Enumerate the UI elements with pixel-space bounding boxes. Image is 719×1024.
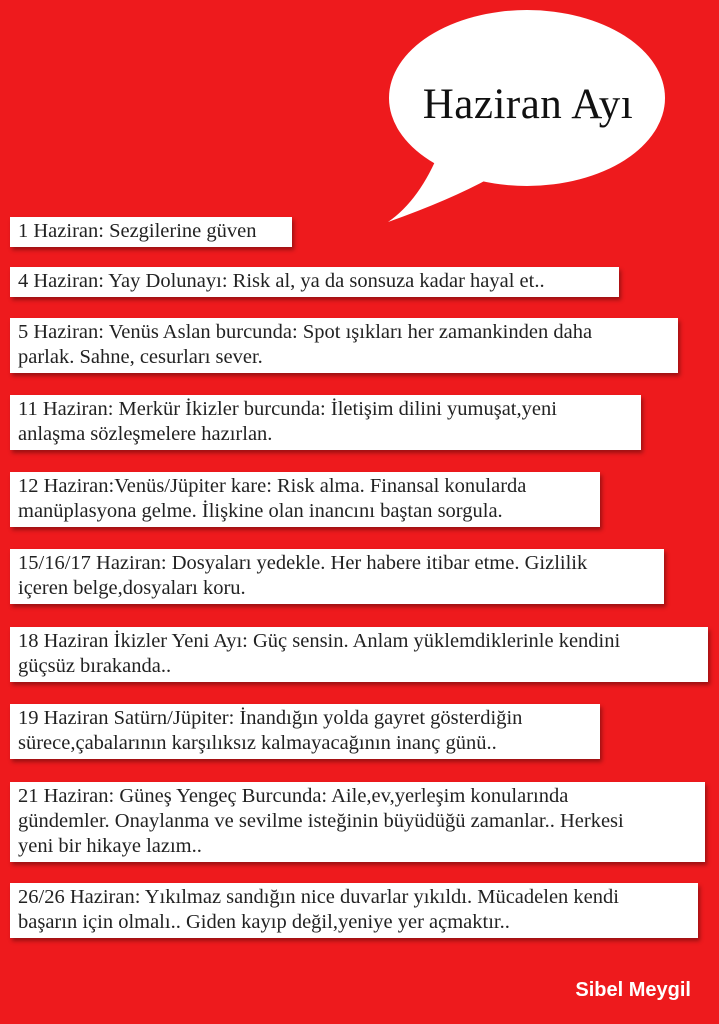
- entry-text: güçsüz bırakanda..: [18, 655, 172, 677]
- entry-text: 12 Haziran:Venüs/Jüpiter kare: Risk alma. Finansal konularda: [18, 475, 527, 497]
- entry-text: yeni bir hikaye lazım..: [18, 835, 202, 857]
- entry-text: parlak. Sahne, cesurları sever.: [18, 346, 263, 368]
- entry-text: 19 Haziran Satürn/Jüpiter: İnandığın yolda gayret gösterdiğin: [18, 707, 523, 729]
- signature: Sibel Meygil: [575, 979, 691, 1001]
- entry-text: 15/16/17 Haziran: Dosyaları yedekle. Her habere itibar etme. Gizlilik: [18, 552, 588, 574]
- entry-text: 26/26 Haziran: Yıkılmaz sandığın nice duvarlar yıkıldı. Mücadelen kendi: [18, 886, 619, 908]
- entry-text: başarın için olmalı.. Giden kayıp değil,yeniye yer açmaktır..: [18, 911, 510, 933]
- list-item: [10, 704, 600, 759]
- entry-text: sürece,çabalarının karşılıksız kalmayacağının inanç günü..: [18, 732, 497, 754]
- list-item: [10, 217, 292, 247]
- list-item: [10, 395, 641, 450]
- page-title: Haziran Ayı: [422, 81, 634, 128]
- entry-text: 5 Haziran: Venüs Aslan burcunda: Spot ışıkları her zamankinden daha: [18, 321, 593, 343]
- entry-text: 18 Haziran İkizler Yeni Ayı: Güç sensin. Anlam yüklemdiklerinle kendini: [18, 630, 621, 652]
- list-item: [10, 627, 708, 682]
- list-item: [10, 267, 619, 297]
- list-item: [10, 782, 705, 862]
- list-item: [10, 883, 698, 938]
- list-item: [10, 472, 600, 527]
- entry-text: 1 Haziran: Sezgilerine güven: [18, 220, 257, 242]
- entry-text: manüplasyona gelme. İlişkine olan inancını baştan sorgula.: [18, 500, 503, 522]
- list-item: [10, 549, 664, 604]
- entry-text: içeren belge,dosyaları koru.: [18, 577, 246, 599]
- entry-text: 21 Haziran: Güneş Yengeç Burcunda: Aile,ev,yerleşim konularında: [18, 785, 569, 807]
- entry-text: 4 Haziran: Yay Dolunayı: Risk al, ya da sonsuza kadar hayal et..: [18, 270, 545, 292]
- list-item: [10, 318, 678, 373]
- entry-text: anlaşma sözleşmelere hazırlan.: [18, 423, 273, 445]
- entry-text: gündemler. Onaylanma ve sevilme isteğinin büyüdüğü zamanlar.. Herkesi: [18, 810, 624, 832]
- entry-text: 11 Haziran: Merkür İkizler burcunda: İletişim dilini yumuşat,yeni: [18, 398, 557, 420]
